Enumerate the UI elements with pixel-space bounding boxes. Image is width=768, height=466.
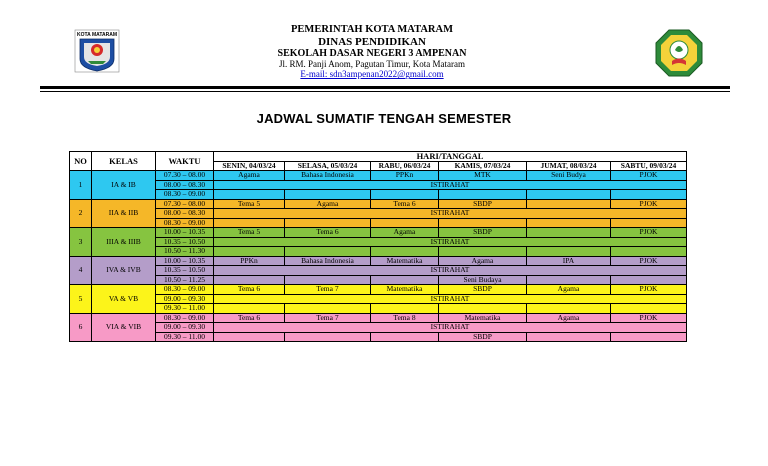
time-slot: 08.00 – 08.30 (156, 209, 214, 219)
subject-cell (285, 304, 371, 314)
subject-cell (285, 218, 371, 228)
table-row (70, 171, 687, 181)
table-row (70, 180, 687, 190)
subject-cell: Tema 7 (285, 313, 371, 323)
table-row (70, 332, 687, 342)
day-header: SENIN, 04/03/24 (214, 161, 285, 171)
day-header: SABTU, 09/03/24 (611, 161, 687, 171)
table-row (70, 313, 687, 323)
subject-cell (285, 275, 371, 285)
subject-cell: Tema 7 (285, 285, 371, 295)
subject-cell: PJOK (611, 199, 687, 209)
subject-cell (527, 190, 611, 200)
time-slot: 09.30 – 11.00 (156, 332, 214, 342)
class-name: IIIA & IIIB (92, 228, 156, 257)
subject-cell: PJOK (611, 313, 687, 323)
subject-cell: PPKn (214, 256, 285, 266)
education-emblem-logo (654, 28, 704, 78)
time-slot: 08.00 – 08.30 (156, 180, 214, 190)
table-row (70, 237, 687, 247)
header-kelas: KELAS (92, 152, 156, 171)
page-title: JADWAL SUMATIF TENGAH SEMESTER (256, 111, 512, 126)
subject-cell (285, 190, 371, 200)
subject-cell (611, 218, 687, 228)
subject-cell (214, 218, 285, 228)
subject-cell: SBDP (439, 285, 527, 295)
school-name: SEKOLAH DASAR NEGERI 3 AMPENAN (277, 48, 467, 60)
class-name: VIA & VIB (92, 313, 156, 342)
subject-cell: Bahasa Indonesia (285, 171, 371, 181)
subject-cell: SBDP (439, 332, 527, 342)
subject-cell (214, 247, 285, 257)
time-slot: 10.00 – 10.35 (156, 228, 214, 238)
break-cell: ISTIRAHAT (214, 266, 687, 276)
table-row (70, 285, 687, 295)
schedule-table (69, 151, 687, 342)
time-slot: 08.30 – 09.00 (156, 313, 214, 323)
subject-cell: PJOK (611, 256, 687, 266)
subject-cell: Tema 5 (214, 199, 285, 209)
subject-cell: SBDP (439, 199, 527, 209)
time-slot: 10.35 – 10.50 (156, 237, 214, 247)
break-cell: ISTIRAHAT (214, 323, 687, 333)
class-name: IVA & IVB (92, 256, 156, 285)
break-cell: ISTIRAHAT (214, 237, 687, 247)
subject-cell: Seni Budaya (439, 275, 527, 285)
subject-cell (527, 218, 611, 228)
time-slot: 09.00 – 09.30 (156, 323, 214, 333)
break-cell: ISTIRAHAT (214, 180, 687, 190)
break-cell: ISTIRAHAT (214, 294, 687, 304)
header-no: NO (70, 152, 92, 171)
subject-cell (439, 190, 527, 200)
subject-cell (371, 218, 439, 228)
class-number: 4 (70, 256, 92, 285)
table-row (70, 266, 687, 276)
table-row (70, 199, 687, 209)
time-slot: 08.30 – 09.00 (156, 218, 214, 228)
school-address: Jl. RM. Panji Anom, Pagutan Timur, Kota Mataram (279, 59, 465, 70)
subject-cell (285, 332, 371, 342)
subject-cell (439, 304, 527, 314)
class-number: 6 (70, 313, 92, 342)
subject-cell (371, 247, 439, 257)
subject-cell (527, 228, 611, 238)
table-row (70, 256, 687, 266)
time-slot: 10.50 – 11.25 (156, 275, 214, 285)
table-row (70, 228, 687, 238)
time-slot: 10.35 – 10.50 (156, 266, 214, 276)
subject-cell: Agama (527, 285, 611, 295)
subject-cell: Bahasa Indonesia (285, 256, 371, 266)
subject-cell: Tema 6 (214, 313, 285, 323)
school-email-link[interactable]: E-mail: sdn3ampenan2022@gmail.com (300, 69, 444, 80)
day-header: JUMAT, 08/03/24 (527, 161, 611, 171)
time-slot: 08.30 – 09.00 (156, 190, 214, 200)
subject-cell (527, 199, 611, 209)
government-name: PEMERINTAH KOTA MATARAM (291, 24, 453, 35)
schedule-body (70, 171, 687, 342)
subject-cell (214, 190, 285, 200)
subject-cell: Agama (214, 171, 285, 181)
subject-cell (214, 332, 285, 342)
subject-cell: MTK (439, 171, 527, 181)
subject-cell (371, 190, 439, 200)
time-slot: 07.30 – 08.00 (156, 199, 214, 209)
subject-cell (527, 247, 611, 257)
class-number: 5 (70, 285, 92, 314)
table-row (70, 275, 687, 285)
table-row (70, 190, 687, 200)
letterhead-rule-thin (40, 91, 730, 92)
time-slot: 09.30 – 11.00 (156, 304, 214, 314)
table-row (70, 304, 687, 314)
time-slot: 07.30 – 08.00 (156, 171, 214, 181)
subject-cell: Agama (439, 256, 527, 266)
subject-cell: PJOK (611, 228, 687, 238)
day-header: SELASA, 05/03/24 (285, 161, 371, 171)
subject-cell: Tema 8 (371, 313, 439, 323)
class-name: IA & IB (92, 171, 156, 200)
letterhead (230, 24, 514, 79)
class-number: 3 (70, 228, 92, 257)
subject-cell (611, 247, 687, 257)
table-row (70, 247, 687, 257)
subject-cell: Seni Budya (527, 171, 611, 181)
subject-cell: Tema 6 (214, 285, 285, 295)
subject-cell (439, 218, 527, 228)
subject-cell (371, 304, 439, 314)
day-header: RABU, 06/03/24 (371, 161, 439, 171)
table-row (70, 218, 687, 228)
class-number: 1 (70, 171, 92, 200)
svg-text:KOTA MATARAM: KOTA MATARAM (76, 32, 118, 38)
day-header: KAMIS, 07/03/24 (439, 161, 527, 171)
time-slot: 10.50 – 11.30 (156, 247, 214, 257)
table-row (70, 323, 687, 333)
header-hari-tanggal: HARI/TANGGAL (214, 152, 687, 162)
time-slot: 10.00 – 10.35 (156, 256, 214, 266)
class-number: 2 (70, 199, 92, 228)
subject-cell (527, 332, 611, 342)
subject-cell: IPA (527, 256, 611, 266)
subject-cell (611, 332, 687, 342)
subject-cell: Tema 6 (285, 228, 371, 238)
subject-cell: Agama (527, 313, 611, 323)
subject-cell: SBDP (439, 228, 527, 238)
subject-cell (527, 304, 611, 314)
subject-cell: Matematika (371, 256, 439, 266)
subject-cell (285, 247, 371, 257)
subject-cell: PJOK (611, 285, 687, 295)
subject-cell: Tema 6 (371, 199, 439, 209)
subject-cell (611, 190, 687, 200)
table-row (70, 209, 687, 219)
table-row (70, 294, 687, 304)
subject-cell (439, 247, 527, 257)
time-slot: 09.00 – 09.30 (156, 294, 214, 304)
subject-cell (214, 304, 285, 314)
subject-cell: Matematika (439, 313, 527, 323)
subject-cell (371, 332, 439, 342)
class-name: IIA & IIB (92, 199, 156, 228)
subject-cell (527, 275, 611, 285)
subject-cell (611, 304, 687, 314)
department-name: DINAS PENDIDIKAN (318, 35, 426, 48)
break-cell: ISTIRAHAT (214, 209, 687, 219)
time-slot: 08.30 – 09.00 (156, 285, 214, 295)
subject-cell: Agama (371, 228, 439, 238)
subject-cell (214, 275, 285, 285)
subject-cell: Agama (285, 199, 371, 209)
subject-cell (611, 275, 687, 285)
subject-cell: Tema 5 (214, 228, 285, 238)
letterhead-rule-thick (40, 86, 730, 89)
subject-cell: PJOK (611, 171, 687, 181)
class-name: VA & VB (92, 285, 156, 314)
subject-cell (371, 275, 439, 285)
subject-cell: Matematika (371, 285, 439, 295)
kota-mataram-logo (74, 29, 120, 73)
header-waktu: WAKTU (156, 152, 214, 171)
subject-cell: PPKn (371, 171, 439, 181)
